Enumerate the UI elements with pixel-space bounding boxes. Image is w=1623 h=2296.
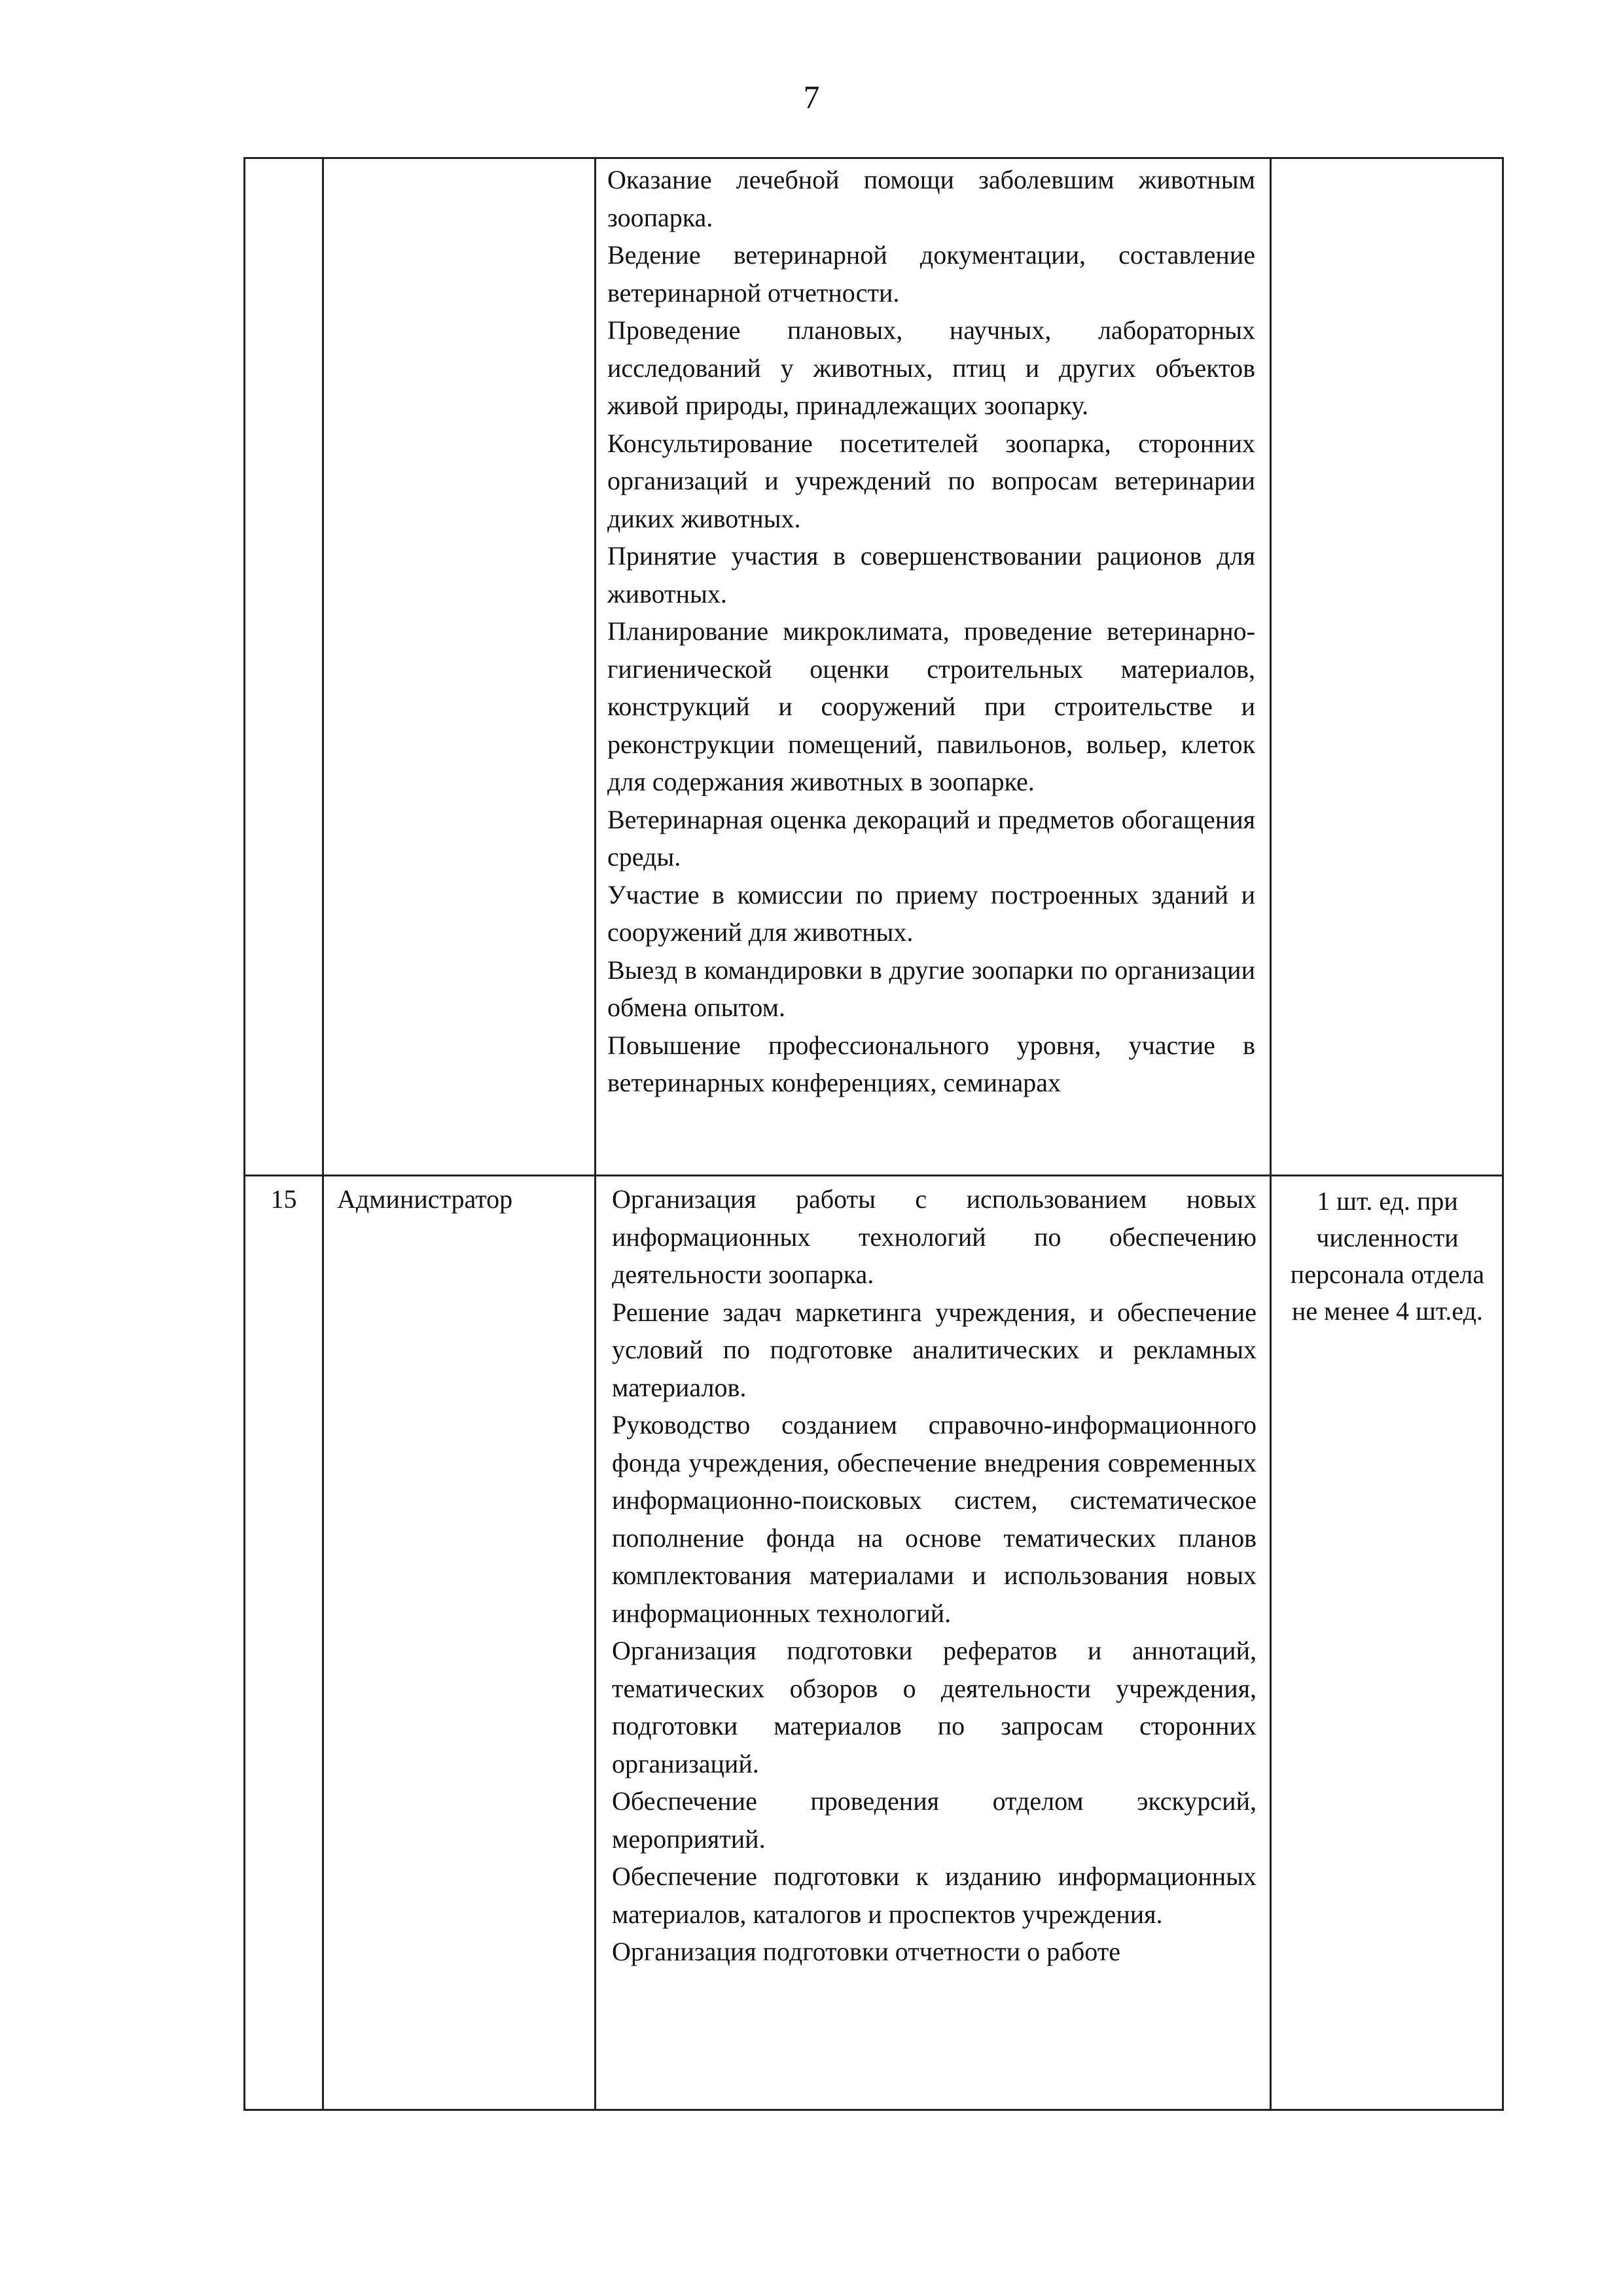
column-divider-1 xyxy=(322,157,324,2111)
duty-item: Планирование микроклимата, проведение ветеринарно-гигиенической оценки строительных материалов, конструкций и сооружений при строительстве и реконструкции помещений, павильонов, вольер, клеток для содержания животных в зоопарке. xyxy=(607,616,1255,796)
duty-item: Оказание лечебной помощи заболевшим животным зоопарка. xyxy=(607,165,1255,232)
duty-item: Ветеринарная оценка декораций и предметов обогащения среды. xyxy=(607,804,1255,872)
row-number: 15 xyxy=(270,1184,297,1214)
duty-item: Выезд в командировки в другие зоопарки по организации обмена опытом. xyxy=(607,955,1255,1022)
duty-item: Руководство созданием справочно-информационного фонда учреждения, обеспечение внедрения современных информационно-поисковых систем, систематическое пополнение фонда на основе тематических планов комплектования материалами и использования новых информационных технологий. xyxy=(612,1410,1257,1628)
duty-item: Консультирование посетителей зоопарка, сторонних организаций и учреждений по вопросам ветеринарии диких животных. xyxy=(607,428,1255,533)
duty-item: Принятие участия в совершенствовании рационов для животных. xyxy=(607,541,1255,609)
duty-item: Решение задач маркетинга учреждения, и обеспечение условий по подготовке аналитических и рекламных материалов. xyxy=(612,1297,1257,1402)
page-number: 7 xyxy=(803,79,820,115)
duty-item: Повышение профессионального уровня, участие в ветеринарных конференциях, семинарах xyxy=(607,1030,1255,1097)
duty-item: Организация работы с использованием новых информационных технологий по обеспечению деятельности зоопарка. xyxy=(612,1184,1257,1289)
duty-item: Организация подготовки отчетности о работе xyxy=(612,1937,1120,1966)
table-border-top xyxy=(243,157,1504,159)
duty-item: Проведение плановых, научных, лабораторных исследований у животных, птиц и других объектов живой природы, принадлежащих зоопарку. xyxy=(607,315,1255,420)
duty-item: Организация подготовки рефератов и аннотаций, тематических обзоров о деятельности учреждения, подготовки материалов по запросам сторонних организаций. xyxy=(612,1636,1257,1778)
column-divider-2 xyxy=(594,157,596,2111)
table-border-bottom xyxy=(243,2109,1504,2111)
position-title: Администратор xyxy=(337,1184,513,1214)
duty-item: Обеспечение проведения отделом экскурсий, мероприятий. xyxy=(612,1786,1257,1854)
table-border-right xyxy=(1502,157,1504,2111)
column-divider-3 xyxy=(1270,157,1272,2111)
duty-item: Ведение ветеринарной документации, составление ветеринарной отчетности. xyxy=(607,240,1255,308)
duties-list xyxy=(607,161,1255,1102)
row-divider xyxy=(243,1174,1504,1176)
duty-item: Участие в комиссии по приему построенных зданий и сооружений для животных. xyxy=(607,879,1255,947)
duties-list xyxy=(612,1180,1257,1971)
table-border-left xyxy=(243,157,245,2111)
duty-item: Обеспечение подготовки к изданию информационных материалов, каталогов и проспектов учреждения. xyxy=(612,1862,1257,1929)
staff-quota: 1 шт. ед. при численности персонала отдела не менее 4 шт.ед. xyxy=(1290,1186,1485,1326)
